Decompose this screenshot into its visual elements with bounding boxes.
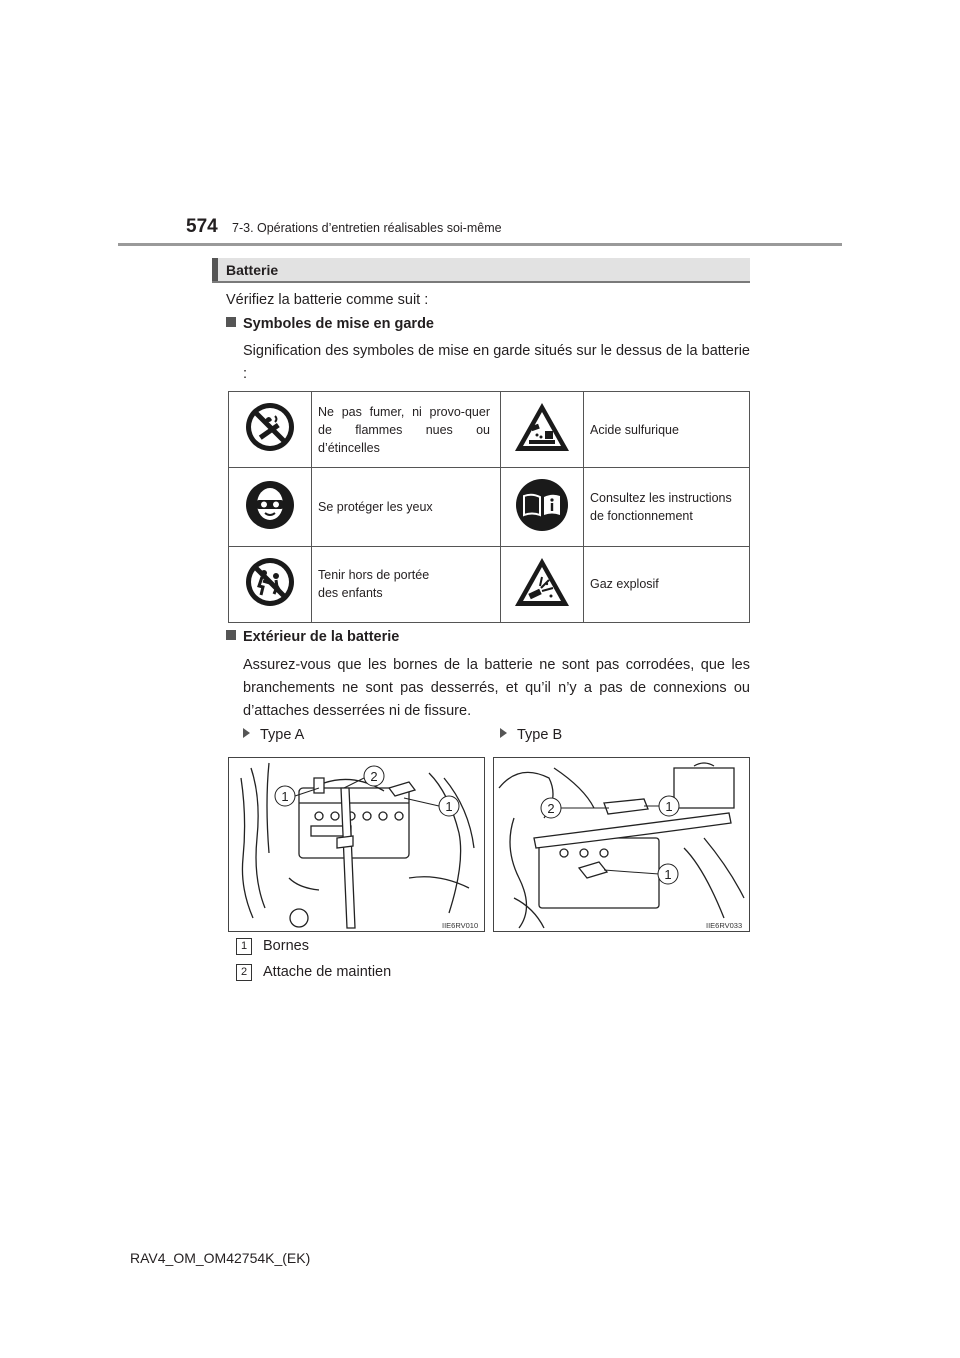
callout-number: 1: [281, 789, 289, 804]
battery-illustration-b: [494, 758, 749, 931]
symbol-label: Se protéger les yeux: [312, 468, 501, 547]
acid-warning-icon: [513, 401, 571, 453]
triangle-bullet-icon: [500, 728, 507, 738]
manual-instruction-icon: [515, 478, 569, 532]
symbol-cell: [229, 468, 312, 547]
topic-header-bar: [212, 258, 218, 281]
symbol-label: Gaz explosif: [584, 546, 750, 622]
symbols-description: Signification des symboles de mise en garde situés sur le dessus de la batterie :: [243, 343, 750, 382]
figure-code: IIE6RV033: [706, 921, 743, 930]
symbol-label: [312, 546, 501, 622]
symbol-label: Ne pas fumer, ni provo-quer de flammes nues ou d’étincelles: [312, 392, 501, 468]
symbol-cell: [229, 392, 312, 468]
symbols-heading: [226, 316, 434, 332]
warning-symbols-table: [228, 391, 750, 623]
legend-text: Bornes: [263, 938, 309, 954]
table-row: [229, 546, 750, 622]
explosive-gas-icon: [513, 556, 571, 608]
exterior-description: Assurez-vous que les bornes de la batterie ne sont pas corrodées, que les branchements ne sont pas desserrés, et qu’il n’y a pas de connexions ou d’attaches desserrées ni de fissure.: [243, 657, 750, 719]
type-a-label-text: Type A: [260, 727, 305, 743]
callout-number: 2: [547, 801, 555, 816]
type-b-label: [500, 727, 562, 743]
square-bullet-icon: [226, 317, 236, 327]
table-row: [229, 468, 750, 547]
page-number: 574: [186, 216, 218, 237]
topic-title: Batterie: [226, 262, 279, 278]
symbols-heading-text: Symboles de mise en garde: [243, 316, 434, 332]
symbol-label-text: Tenir hors de portée des enfants: [318, 568, 430, 601]
symbol-cell: [229, 546, 312, 622]
type-a-label: [243, 727, 304, 743]
callout-number: 1: [445, 799, 453, 814]
symbol-label: Consultez les instructions de fonctionnement: [584, 468, 750, 547]
document-id: RAV4_OM_OM42754K_(EK): [130, 1250, 311, 1266]
header-divider: [118, 243, 842, 246]
figure-code: IIE6RV010: [442, 921, 479, 930]
symbol-cell: [501, 546, 584, 622]
symbol-cell: [501, 392, 584, 468]
table-row: [229, 392, 750, 468]
callout-number: 1: [664, 867, 672, 882]
callout-number: 2: [370, 769, 378, 784]
legend-number: 2: [236, 964, 252, 981]
legend-text: Attache de maintien: [263, 964, 392, 980]
symbol-cell: [501, 468, 584, 547]
battery-illustration-a: [229, 758, 484, 931]
section-title: 7-3. Opérations d’entretien réalisables soi-même: [232, 221, 502, 235]
battery-figure-type-a: [228, 757, 485, 932]
no-smoking-icon: [245, 402, 295, 452]
triangle-bullet-icon: [243, 728, 250, 738]
square-bullet-icon: [226, 630, 236, 640]
legend-item: [236, 961, 391, 984]
symbol-label: Acide sulfurique: [584, 392, 750, 468]
legend-item: [236, 935, 309, 958]
exterior-heading: [226, 629, 399, 645]
battery-figure-type-b: [493, 757, 750, 932]
intro-text: Vérifiez la batterie comme suit :: [226, 292, 429, 308]
type-b-label-text: Type B: [517, 727, 563, 743]
no-children-icon: [245, 557, 295, 607]
exterior-heading-text: Extérieur de la batterie: [243, 629, 400, 645]
callout-number: 1: [665, 799, 673, 814]
topic-header: [212, 258, 750, 283]
eye-protection-icon: [245, 480, 295, 530]
legend-number: 1: [236, 938, 252, 955]
